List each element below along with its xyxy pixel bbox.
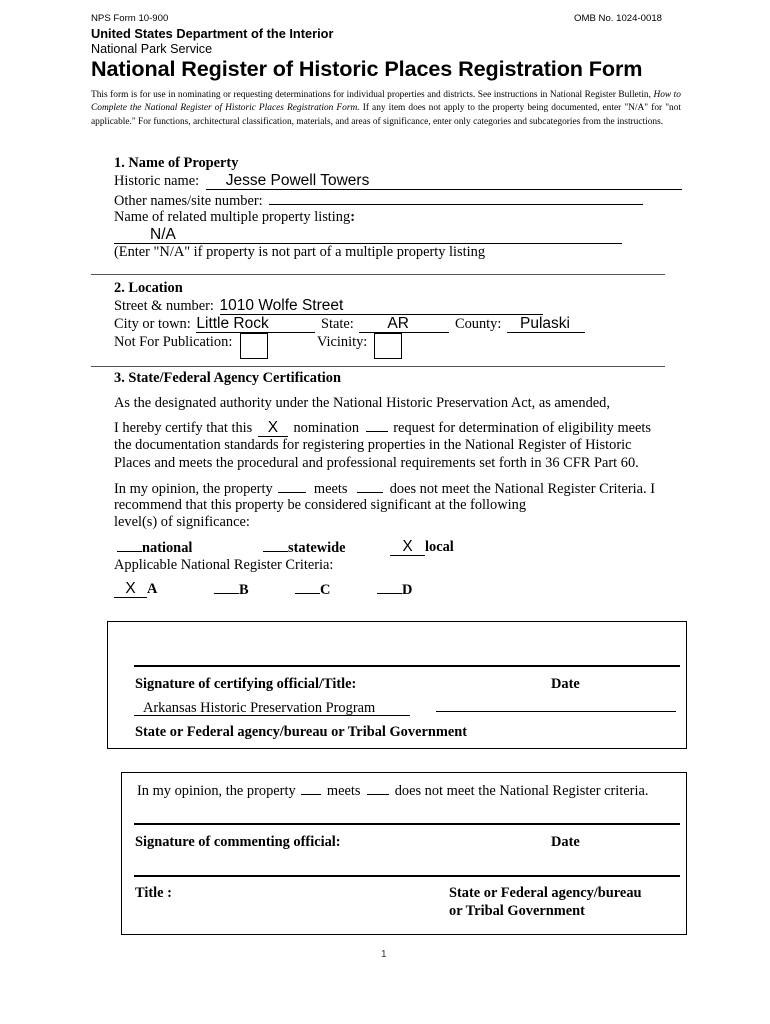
commenting-title-label: Title : [135, 885, 172, 901]
page-number: 1 [381, 949, 387, 960]
level-mark: X [390, 539, 425, 556]
section-3-heading: 3. State/Federal Agency Certification [114, 370, 341, 386]
historic-name-field[interactable]: Jesse Powell Towers [206, 173, 682, 190]
certifying-signature-label: Signature of certifying official/Title: [135, 676, 357, 692]
recommend-line: recommend that this property be considered significant at the following [114, 497, 527, 513]
level-local[interactable]: X local [390, 539, 454, 556]
related-listing-field[interactable]: N/A [114, 226, 622, 244]
related-listing-note: (Enter "N/A" if property is not part of a multiple property listing [114, 244, 486, 260]
state-field[interactable]: AR [359, 316, 449, 333]
city-row [114, 316, 585, 333]
commenting-not-meet-mark[interactable] [367, 782, 389, 795]
signature-line[interactable] [134, 823, 680, 825]
criterion-mark [214, 581, 239, 594]
levels-line: level(s) of significance: [114, 514, 250, 530]
level-mark [263, 539, 288, 552]
signature-line[interactable] [134, 665, 680, 667]
related-listing-row: Name of related multiple property listing: [114, 209, 355, 225]
intro-paragraph: This form is for use in nominating or requesting determinations for individual properties and districts. See instructions in National Register Bulletin, How to Complete the National Register of Historic Places Registration Form. If any item does not apply to the property being documented, enter "N/A" for "not applicable." For functions, architectural classification, materials, and areas of significance, enter only categories and subcategories from the instructions. [91, 90, 682, 127]
section-2-heading: 2. Location [114, 280, 183, 296]
criterion-mark [295, 581, 320, 594]
signature-line[interactable] [134, 875, 680, 877]
criterion-b[interactable]: B [214, 581, 249, 599]
county-label: County: [454, 316, 502, 332]
certifying-agency-field[interactable]: Arkansas Historic Preservation Program [134, 701, 410, 716]
department-name: United States Department of the Interior [91, 26, 334, 41]
not-for-publication-checkbox[interactable] [240, 333, 268, 359]
street-row [114, 298, 543, 315]
street-field[interactable]: 1010 Wolfe Street [220, 298, 543, 315]
criterion-a[interactable]: X A [114, 581, 157, 598]
other-names-row [114, 191, 643, 210]
criteria-label: Applicable National Register Criteria: [114, 557, 334, 573]
city-field[interactable]: Little Rock [196, 316, 315, 333]
form-number: NPS Form 10-900 [91, 13, 169, 24]
level-national[interactable]: national [117, 539, 192, 557]
other-names-field[interactable] [269, 191, 643, 205]
not-for-publication-label: Not For Publication: [114, 334, 233, 350]
certifying-date-label: Date [551, 676, 580, 692]
meets-mark[interactable] [278, 480, 306, 493]
service-name: National Park Service [91, 42, 213, 56]
opinion-row: In my opinion, the property meets does not meet the National Register Criteria. I [114, 481, 656, 497]
divider [91, 366, 665, 367]
nomination-mark[interactable]: X [258, 420, 288, 437]
commenting-agency-label-2: or Tribal Government [449, 903, 585, 919]
commenting-agency-label-1: State or Federal agency/bureau [449, 885, 642, 901]
street-label: Street & number: [114, 298, 214, 314]
historic-name-label: Historic name: [114, 173, 200, 189]
commenting-signature-label: Signature of commenting official: [135, 834, 341, 850]
historic-name-row [114, 173, 682, 190]
commenting-date-label: Date [551, 834, 580, 850]
certify-line-3: Places and meets the procedural and professional requirements set forth in 36 CFR Part 60. [114, 455, 639, 471]
certifying-agency-date-field[interactable] [436, 699, 676, 712]
county-field[interactable]: Pulaski [507, 316, 585, 333]
divider [91, 274, 665, 275]
criterion-c[interactable]: C [295, 581, 330, 599]
omb-number: OMB No. 1024-0018 [574, 13, 662, 24]
vicinity-label: Vicinity: [317, 334, 368, 350]
section-1-heading: 1. Name of Property [114, 155, 239, 171]
vicinity-checkbox[interactable] [374, 333, 402, 359]
not-meet-mark[interactable] [357, 480, 383, 493]
city-label: City or town: [114, 316, 191, 332]
certify-row: I hereby certify that this X nomination request for determination of eligibility meets [114, 419, 652, 436]
authority-text: As the designated authority under the National Historic Preservation Act, as amended, [114, 395, 610, 411]
level-statewide[interactable]: statewide [263, 539, 346, 557]
criterion-mark: X [114, 581, 147, 598]
certifying-agency-row [134, 699, 676, 717]
certify-line-2: the documentation standards for registering properties in the National Register of Historic [114, 437, 632, 453]
criterion-d[interactable]: D [377, 581, 412, 599]
request-mark[interactable] [366, 419, 388, 432]
state-label: State: [320, 316, 354, 332]
criterion-mark [377, 581, 402, 594]
level-mark [117, 539, 142, 552]
other-names-label: Other names/site number: [114, 193, 263, 209]
commenting-meets-mark[interactable] [301, 782, 321, 795]
page-title: National Register of Historic Places Registration Form [91, 56, 643, 81]
commenting-opinion-row: In my opinion, the property meets does not meet the National Register criteria. [137, 783, 649, 799]
related-listing-label: Name of related multiple property listing [114, 209, 351, 225]
certifying-agency-label: State or Federal agency/bureau or Tribal Government [135, 724, 468, 740]
